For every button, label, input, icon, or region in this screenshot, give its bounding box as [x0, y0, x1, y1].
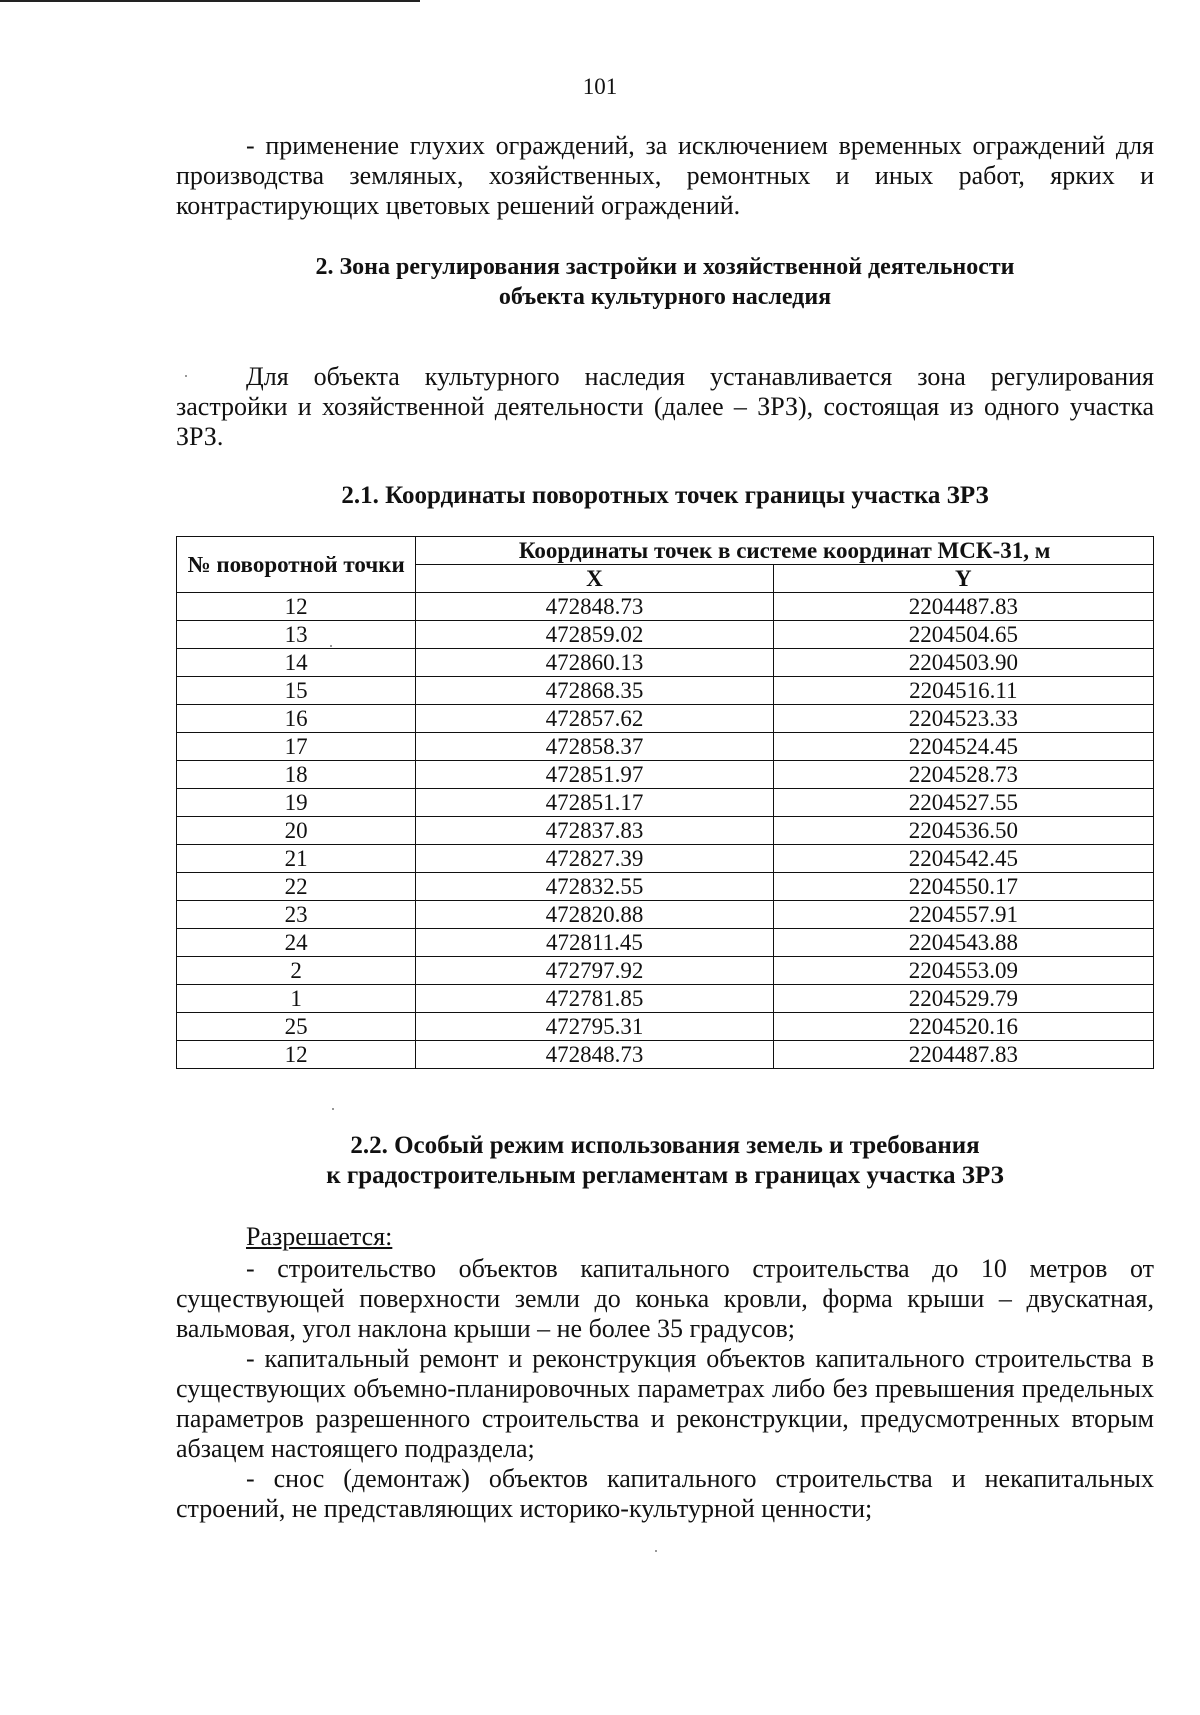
cell-point-number: 15	[177, 677, 416, 705]
cell-x: 472868.35	[416, 677, 773, 705]
coordinates-table	[176, 536, 1154, 1069]
section-2-2-heading-line-1: 2.2. Особый режим использования земель и требования	[350, 1132, 980, 1159]
cell-y: 2204487.83	[773, 593, 1153, 621]
cell-y: 2204528.73	[773, 761, 1153, 789]
cell-x: 472859.02	[416, 621, 773, 649]
header-point-number: № поворотной точки	[177, 537, 416, 593]
cell-point-number: 23	[177, 901, 416, 929]
allowed-item-3: - снос (демонтаж) объектов капитального строительства и некапитальных строений, не представляющих историко-культурной ценности;	[176, 1464, 1154, 1523]
cell-x: 472811.45	[416, 929, 773, 957]
table-row	[177, 901, 1154, 929]
cell-point-number: 16	[177, 705, 416, 733]
cell-x: 472827.39	[416, 845, 773, 873]
header-x: X	[416, 565, 773, 593]
cell-x: 472795.31	[416, 1013, 773, 1041]
cell-x: 472851.97	[416, 761, 773, 789]
section-2-heading	[176, 252, 1154, 312]
coordinates-table-header	[177, 537, 1154, 593]
cell-x: 472857.62	[416, 705, 773, 733]
table-row	[177, 985, 1154, 1013]
scan-speck	[332, 1108, 334, 1110]
header-coordinates: Координаты точек в системе координат МСК-31, м	[416, 537, 1154, 565]
cell-y: 2204504.65	[773, 621, 1153, 649]
scan-edge-line	[0, 0, 420, 6]
cell-point-number: 19	[177, 789, 416, 817]
page-number: 101	[582, 74, 618, 99]
table-row	[177, 761, 1154, 789]
table-row	[177, 649, 1154, 677]
cell-y: 2204550.17	[773, 873, 1153, 901]
cell-x: 472848.73	[416, 593, 773, 621]
cell-x: 472781.85	[416, 985, 773, 1013]
cell-x: 472832.55	[416, 873, 773, 901]
table-row	[177, 845, 1154, 873]
cell-x: 472848.73	[416, 1041, 773, 1069]
cell-point-number: 20	[177, 817, 416, 845]
cell-y: 2204536.50	[773, 817, 1153, 845]
header-y: Y	[773, 565, 1153, 593]
cell-x: 472860.13	[416, 649, 773, 677]
table-row	[177, 957, 1154, 985]
cell-x: 472820.88	[416, 901, 773, 929]
cell-point-number: 12	[177, 1041, 416, 1069]
cell-y: 2204520.16	[773, 1013, 1153, 1041]
table-row	[177, 817, 1154, 845]
cell-point-number: 12	[177, 593, 416, 621]
section-2-heading-line-2: объекта культурного наследия	[498, 284, 832, 310]
cell-x: 472797.92	[416, 957, 773, 985]
table-row	[177, 677, 1154, 705]
cell-x: 472858.37	[416, 733, 773, 761]
cell-point-number: 24	[177, 929, 416, 957]
cell-y: 2204557.91	[773, 901, 1153, 929]
cell-x: 472837.83	[416, 817, 773, 845]
cell-x: 472851.17	[416, 789, 773, 817]
cell-point-number: 2	[177, 957, 416, 985]
cell-y: 2204542.45	[773, 845, 1153, 873]
table-row	[177, 621, 1154, 649]
cell-point-number: 13	[177, 621, 416, 649]
cell-point-number: 21	[177, 845, 416, 873]
cell-y: 2204553.09	[773, 957, 1153, 985]
cell-y: 2204516.11	[773, 677, 1153, 705]
table-row	[177, 1041, 1154, 1069]
allowed-item-1: - строительство объектов капитального строительства до 10 метров от существующей поверхности земли до конька кровли, форма крыши – двускатная, вальмовая, угол наклона крыши – не более 35 градусов;	[176, 1254, 1154, 1343]
cell-point-number: 22	[177, 873, 416, 901]
cell-y: 2204527.55	[773, 789, 1153, 817]
cell-y: 2204523.33	[773, 705, 1153, 733]
section-2-paragraph: Для объекта культурного наследия устанавливается зона регулирования застройки и хозяйственной деятельности (далее – ЗРЗ), состоящая из одного участка ЗРЗ.	[176, 362, 1154, 451]
table-row	[177, 733, 1154, 761]
coordinates-table-body	[177, 593, 1154, 1069]
cell-point-number: 17	[177, 733, 416, 761]
section-2-1-heading: 2.1. Координаты поворотных точек границы участка ЗРЗ	[341, 482, 989, 509]
table-row	[177, 1013, 1154, 1041]
cell-point-number: 1	[177, 985, 416, 1013]
cell-point-number: 25	[177, 1013, 416, 1041]
cell-y: 2204543.88	[773, 929, 1153, 957]
allowed-item-2: - капитальный ремонт и реконструкция объектов капитального строительства в существующих объемно-планировочных параметрах либо без превышения предельных параметров разрешенного строительства и реконструкции, предусмотренных вторым абзацем настоящего подраздела;	[176, 1344, 1154, 1463]
table-row	[177, 873, 1154, 901]
allowed-label: Разрешается:	[246, 1222, 393, 1251]
table-row	[177, 929, 1154, 957]
intro-paragraph: - применение глухих ограждений, за исключением временных ограждений для производства земляных, хозяйственных, ремонтных и иных работ, ярких и контрастирующих цветовых решений ограждений.	[176, 131, 1154, 220]
scan-speck	[655, 1550, 657, 1552]
cell-y: 2204524.45	[773, 733, 1153, 761]
cell-point-number: 14	[177, 649, 416, 677]
cell-y: 2204529.79	[773, 985, 1153, 1013]
table-row	[177, 593, 1154, 621]
table-row	[177, 789, 1154, 817]
section-2-2-heading	[176, 1131, 1154, 1191]
scan-speck	[185, 375, 187, 377]
cell-y: 2204503.90	[773, 649, 1153, 677]
table-row	[177, 705, 1154, 733]
allowed-label-line	[176, 1222, 1154, 1252]
cell-y: 2204487.83	[773, 1041, 1153, 1069]
section-2-heading-line-1: 2. Зона регулирования застройки и хозяйственной деятельности	[315, 254, 1015, 280]
section-2-2-heading-line-2: к градостроительным регламентам в границах участка ЗРЗ	[326, 1162, 1004, 1189]
scan-speck	[330, 645, 332, 647]
cell-point-number: 18	[177, 761, 416, 789]
